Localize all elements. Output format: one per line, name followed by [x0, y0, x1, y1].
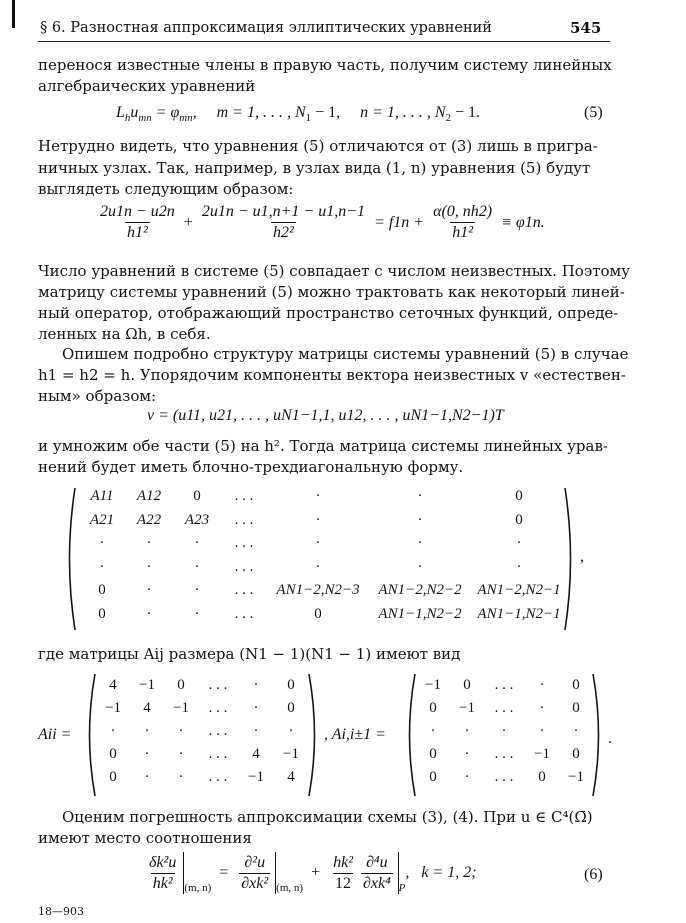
- matrix-cell: . . .: [494, 677, 514, 693]
- right-paren: [306, 672, 322, 798]
- equation-5: $L_hu_{mn} = \varphi_{mn}$, m = 1, . . . , $N_1 - 1$, n = 1, . . . , $N_2 - 1$.: [116, 104, 481, 125]
- matrix-cell: . . .: [208, 723, 228, 739]
- matrix-cell: AN1−1,N2−2: [378, 605, 462, 622]
- matrix-cell: AN1−1,N2−1: [477, 605, 561, 622]
- matrix-cell: 0: [515, 488, 523, 504]
- matrix-cell: ·: [464, 723, 470, 739]
- text-line: ным» образом:: [38, 387, 157, 405]
- matrix-cell: . . .: [234, 582, 254, 598]
- matrix-cell: . . .: [494, 700, 514, 716]
- text-line: h1 = h2 = h. Упорядочим компоненты вектора неизвестных v «естествен-: [38, 366, 626, 384]
- boundary-equation: $\frac{2u1n - u2n}{\text{h1²}}$ + $\frac{2u1n - u1,n+1 - u1,n-1}{\text{h2²}}$ = f1n + $\frac{\alpha(0, nh2)}{\text{h1²}}$ ≡ φ1n.: [100, 203, 545, 241]
- matrix-cell: AN1−2,N2−1: [477, 582, 561, 598]
- trailing-period: .: [608, 730, 612, 747]
- matrix-cell: ·: [539, 700, 545, 716]
- matrix-cell: ·: [99, 535, 105, 551]
- matrix-cell: 0: [287, 700, 295, 716]
- matrix-cell: 0: [463, 677, 471, 693]
- matrix-cell: . . .: [208, 746, 228, 762]
- text-line: ничных узлах. Так, например, в узлах вида (1, n) уравнения (5) будут: [38, 159, 591, 177]
- text-line: выглядеть следующим образом:: [38, 180, 294, 198]
- binding-edge-mark: [12, 0, 15, 28]
- aij-label: , Ai,i±1 =: [324, 726, 386, 743]
- matrix-cell: ·: [573, 723, 579, 739]
- matrix-cell: 0: [429, 746, 437, 762]
- equation-number: (6): [584, 866, 603, 883]
- matrix-cell: 0: [314, 605, 322, 622]
- matrix-cell: ·: [516, 535, 522, 551]
- block-tridiagonal-matrix: [78, 488, 568, 629]
- matrix-cell: 4: [287, 769, 295, 785]
- matrix-cell: ·: [253, 700, 259, 716]
- matrix-cell: ·: [430, 723, 436, 739]
- matrix-cell: . . .: [234, 488, 254, 504]
- matrix-cell: 0: [109, 746, 117, 762]
- matrix-cell: ·: [194, 582, 200, 598]
- matrix-cell: −1: [248, 769, 264, 785]
- matrix-cell: ·: [417, 558, 423, 575]
- matrix-cell: ·: [516, 558, 522, 575]
- matrix-cell: 0: [538, 769, 546, 785]
- matrix-cell: A23: [184, 511, 210, 528]
- matrix-cell: ·: [315, 558, 321, 575]
- left-paren: [62, 486, 78, 632]
- matrix-cell: ·: [288, 723, 294, 739]
- matrix-cell: AN1−2,N2−3: [276, 582, 360, 598]
- matrix-cell: 0: [515, 511, 523, 528]
- matrix-cell: 0: [193, 488, 201, 504]
- matrix-cell: ·: [315, 488, 321, 504]
- matrix-cell: ·: [178, 746, 184, 762]
- matrix-cell: 4: [109, 677, 117, 693]
- text-line: и умножим обе части (5) на h². Тогда матрица системы линейных урав-: [38, 437, 608, 455]
- matrix-cell: ·: [417, 511, 423, 528]
- matrix-cell: ·: [110, 723, 116, 739]
- equation-number: (5): [584, 104, 603, 121]
- matrix-cell: ·: [539, 677, 545, 693]
- matrix-cell: ·: [315, 511, 321, 528]
- trailing-comma: ,: [580, 548, 584, 565]
- matrix-cell: 0: [572, 700, 580, 716]
- right-paren: [562, 486, 578, 632]
- matrix-cell: ·: [194, 605, 200, 622]
- matrix-cell: 0: [98, 582, 106, 598]
- page-number: 545: [570, 19, 602, 37]
- matrix-cell: . . .: [208, 769, 228, 785]
- matrix-cell: 0: [572, 746, 580, 762]
- matrix-cell: ·: [464, 746, 470, 762]
- matrix-cell: ·: [194, 535, 200, 551]
- matrix-cell: 0: [177, 677, 185, 693]
- matrix-cell: 4: [143, 700, 151, 716]
- text-line: Нетрудно видеть, что уравнения (5) отличаются от (3) лишь в пригра-: [38, 137, 598, 155]
- matrix-cell: −1: [459, 700, 475, 716]
- matrix-cell: A21: [89, 511, 115, 528]
- matrix-cell: ·: [417, 535, 423, 551]
- matrix-cell: −1: [173, 700, 189, 716]
- matrix-cell: 0: [429, 769, 437, 785]
- matrix-cell: −1: [425, 677, 441, 693]
- matrix-cell: −1: [283, 746, 299, 762]
- text-line: матрицу системы уравнений (5) можно трактовать как некоторый линей-: [38, 283, 625, 301]
- matrix-cell: ·: [194, 558, 200, 575]
- matrix-cell: ·: [253, 677, 259, 693]
- matrix-cell: . . .: [208, 677, 228, 693]
- matrix-cell: . . .: [494, 769, 514, 785]
- matrix-cell: ·: [146, 558, 152, 575]
- matrix-cell: . . .: [234, 558, 254, 575]
- matrix-cell: ·: [144, 723, 150, 739]
- matrix-cell: ·: [146, 535, 152, 551]
- matrix-cell: ·: [417, 488, 423, 504]
- matrix-cell: ·: [253, 723, 259, 739]
- aii-matrix: [96, 677, 308, 792]
- aii-label: Aii =: [38, 726, 72, 743]
- matrix-cell: . . .: [208, 700, 228, 716]
- matrix-cell: ·: [501, 723, 507, 739]
- matrix-cell: −1: [568, 769, 584, 785]
- matrix-cell: 0: [429, 700, 437, 716]
- matrix-cell: 0: [109, 769, 117, 785]
- matrix-cell: −1: [105, 700, 121, 716]
- header-rule: [38, 41, 610, 42]
- text-line: Опишем подробно структуру матрицы системы уравнений (5) в случае: [62, 345, 629, 363]
- matrix-cell: A12: [136, 488, 162, 504]
- matrix-cell: . . .: [234, 535, 254, 551]
- signature-mark: 18—903: [38, 905, 84, 918]
- matrix-cell: . . .: [494, 746, 514, 762]
- matrix-cell: ·: [146, 605, 152, 622]
- matrix-cell: ·: [464, 769, 470, 785]
- aij-matrix: [416, 677, 592, 792]
- matrix-cell: ·: [178, 723, 184, 739]
- right-paren: [590, 672, 606, 798]
- matrix-cell: ·: [178, 769, 184, 785]
- text-line: нений будет иметь блочно-трехдиагональную форму.: [38, 458, 464, 476]
- matrix-cell: 4: [252, 746, 260, 762]
- equation-6: $\frac{\text{δk²u}}{\text{hk²}}$ (m, n) = $\frac{\text{∂²u}}{\text{∂xk²}}$ (m, n) + $\frac{\text{hk²}}{12}$ $\frac{\text{∂⁴u}}{\text{∂xk⁴}}$ P , k = 1, 2;: [149, 853, 477, 894]
- text-line: ленных на Ωh, в себя.: [38, 325, 211, 343]
- matrix-cell: . . .: [234, 511, 254, 528]
- matrix-cell: A11: [90, 488, 114, 504]
- matrix-cell: 0: [98, 605, 106, 622]
- matrix-cell: ·: [144, 769, 150, 785]
- text-line: Число уравнений в системе (5) совпадает с числом неизвестных. Поэтому: [38, 262, 631, 280]
- matrix-cell: . . .: [234, 605, 254, 622]
- matrix-cell: −1: [534, 746, 550, 762]
- text-line: алгебраических уравнений: [38, 77, 256, 95]
- text-line: где матрицы Aij размера (N1 − 1)(N1 − 1) имеют вид: [38, 645, 461, 663]
- text-line: ный оператор, отображающий пространство сеточных функций, опреде-: [38, 304, 619, 322]
- running-header: § 6. Разностная аппроксимация эллиптических уравнений: [40, 20, 492, 36]
- matrix-cell: 0: [287, 677, 295, 693]
- text-line: Оценим погрешность аппроксимации схемы (3), (4). При u ∈ C⁴(Ω̄): [62, 808, 593, 826]
- matrix-cell: −1: [139, 677, 155, 693]
- matrix-cell: ·: [99, 558, 105, 575]
- text-line: имеют место соотношения: [38, 829, 252, 847]
- text-line: перенося известные члены в правую часть, получим систему линейных: [38, 56, 612, 74]
- vector-equation: v = (u11, u21, . . . , uN1−1,1, u12, . . . , uN1−1,N2−1)T: [147, 407, 504, 424]
- matrix-cell: ·: [539, 723, 545, 739]
- matrix-cell: ·: [146, 582, 152, 598]
- matrix-cell: 0: [572, 677, 580, 693]
- matrix-cell: A22: [136, 511, 162, 528]
- matrix-cell: AN1−2,N2−2: [378, 582, 462, 598]
- matrix-cell: ·: [144, 746, 150, 762]
- matrix-cell: ·: [315, 535, 321, 551]
